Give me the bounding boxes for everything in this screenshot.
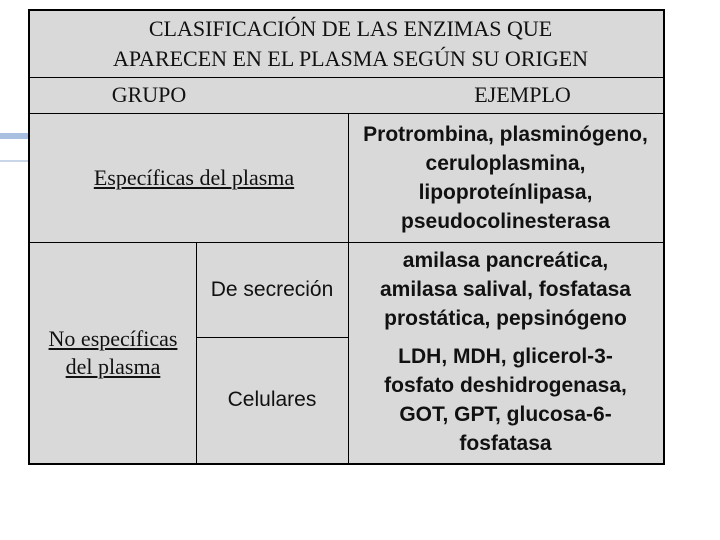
ejemplo-line: amilasa pancreática, [402, 249, 609, 272]
ejemplo-especificas [348, 113, 663, 242]
subgroup-secrecion: De secreción [210, 277, 334, 301]
ejemplo-line: fosfatasa [459, 432, 552, 455]
header-ejemplo: EJEMPLO [474, 82, 571, 107]
ejemplo-line: lipoproteínlipasa, [418, 180, 593, 204]
ejemplo-line: GOT, GPT, glucosa-6- [399, 403, 612, 426]
enzyme-classification-table [28, 9, 665, 465]
header-grupo: GRUPO [111, 82, 187, 107]
decorative-bar-thin [0, 160, 30, 162]
ejemplo-celulares [348, 337, 663, 463]
ejemplo-line: amilasa salival, fosfatasa [380, 278, 631, 301]
ejemplo-line: ceruloplasmina, [425, 151, 586, 175]
subgroup-celulares: Celulares [227, 388, 317, 411]
title-line-2: APARECEN EN EL PLASMA SEGÚN SU ORIGEN [112, 46, 589, 71]
table-title [30, 11, 663, 77]
no-especificas-line-2: del plasma [65, 353, 161, 379]
grupo-no-especificas [30, 242, 196, 463]
ejemplo-secrecion [348, 242, 663, 337]
ejemplo-line: pseudocolinesterasa [401, 209, 610, 233]
grupo-especificas: Específicas del plasma [93, 164, 295, 190]
ejemplo-line: LDH, MDH, glicerol-3- [398, 345, 613, 368]
ejemplo-line: Protrombina, plasminógeno, [363, 122, 648, 146]
no-especificas-line-1: No específicas [48, 325, 178, 351]
ejemplo-line: prostática, pepsinógeno [384, 307, 627, 330]
title-line-1: CLASIFICACIÓN DE LAS ENZIMAS QUE [148, 16, 553, 41]
decorative-bar [0, 133, 30, 139]
ejemplo-line: fosfato deshidrogenasa, [384, 374, 627, 397]
